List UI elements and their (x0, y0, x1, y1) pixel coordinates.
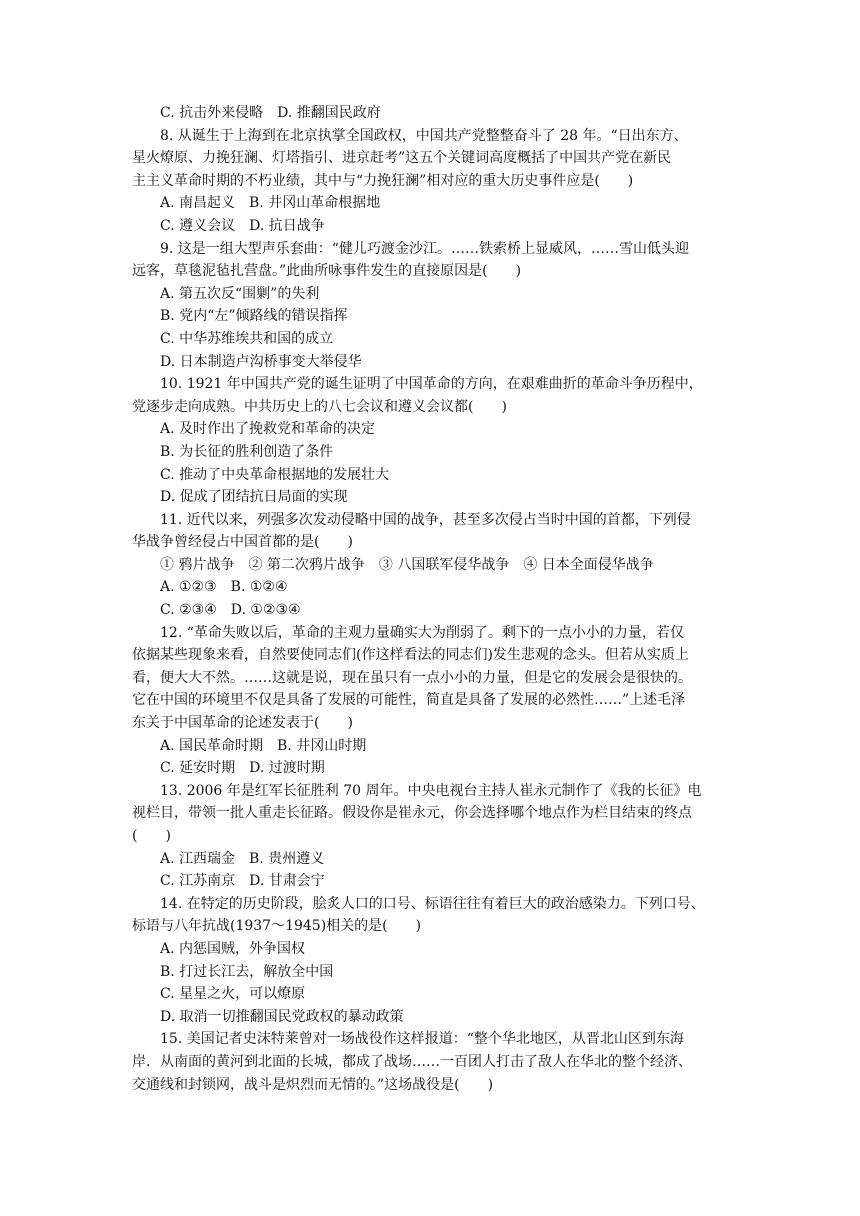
text-line: B. 党内“左”倾路线的错误指挥 (160, 308, 348, 325)
text-line: 12. “革命失败以后，革命的主观力量确实大为削弱了。剩下的一点小小的力量，若仅 (160, 624, 684, 641)
text-line: 11. 近代以来，列强多次发动侵略中国的战争，甚至多次侵占当时中国的首都，下列侵 (160, 511, 691, 528)
text-line: A. ①②③ B. ①②④ (160, 579, 288, 596)
text-line: 视栏目，带领一批人重走长征路。假设你是崔永元，你会选择哪个地点作为栏目结束的终点 (132, 805, 692, 822)
text-line: 9. 这是一组大型声乐套曲：“健儿巧渡金沙江。……铁索桥上显威风，……雪山低头迎 (160, 240, 689, 257)
text-line: A. 第五次反“围剿”的失利 (160, 285, 320, 302)
text-line: 东关于中国革命的论述发表于( ) (132, 715, 353, 732)
text-line: 主主义革命时期的不朽业绩，其中与“力挽狂澜”相对应的重大历史事件应是( ) (132, 172, 634, 189)
text-line: B. 打过长江去，解放全中国 (160, 963, 334, 980)
text-line: 星火燎原、力挽狂澜、灯塔指引、进京赶考”这五个关键词高度概括了中国共产党在新民 (132, 150, 672, 167)
text-line: C. 延安时期 D. 过渡时期 (160, 760, 325, 777)
text-line: ① 鸦片战争 ② 第二次鸦片战争 ③ 八国联军侵华战争 ④ 日本全面侵华战争 (160, 556, 654, 573)
text-line: A. 南昌起义 B. 井冈山革命根据地 (160, 195, 381, 212)
text-line: 党逐步走向成熟。中共历史上的八七会议和遵义会议都( ) (132, 398, 507, 415)
text-line: A. 内惩国贼，外争国权 (160, 940, 306, 957)
text-line: 华战争曾经侵占中国首都的是( ) (132, 534, 353, 551)
text-line: 10. 1921 年中国共产党的诞生证明了中国革命的方向，在艰难曲折的革命斗争历程中， (160, 376, 703, 393)
text-line: D. 取消一切推翻国民党政权的暴动政策 (160, 1008, 404, 1025)
text-line: 13. 2006 年是红军长征胜利 70 周年。中央电视台主持人崔永元制作了《我的长征》电 (160, 782, 702, 799)
text-line: D. 日本制造卢沟桥事变大举侵华 (160, 353, 362, 370)
text-line: 看，便大大不然。……这就是说，现在虽只有一点小小的力量，但是它的发展会是很快的。 (132, 669, 692, 686)
text-line: C. 中华苏维埃共和国的成立 (160, 330, 334, 347)
text-line: A. 及时作出了挽救党和革命的决定 (160, 421, 376, 438)
text-line: D. 促成了团结抗日局面的实现 (160, 489, 348, 506)
text-line: A. 江西瑞金 B. 贵州遵义 (160, 850, 325, 867)
text-line: 8. 从诞生于上海到在北京执掌全国政权，中国共产党整整奋斗了 28 年。“日出东方、 (160, 127, 688, 144)
exam-page (132, 102, 732, 1096)
text-line: C. 江苏南京 D. 甘肃会宁 (160, 873, 325, 890)
text-line: 岸．从南面的黄河到北面的长城，都成了战场……一百团人打击了敌人在华北的整个经济、 (132, 1053, 692, 1070)
text-line: C. 抗击外来侵略 D. 推翻国民政府 (160, 105, 381, 121)
text-line: 交通线和封锁网，战斗是炽烈而无情的。”这场战役是( ) (132, 1076, 494, 1093)
text-line: ( ) (132, 828, 171, 844)
text-line: 标语与八年抗战(1937～1945)相关的是( ) (132, 918, 422, 935)
text-line: C. ②③④ D. ①②③④ (160, 602, 301, 619)
text-line: 14. 在特定的历史阶段，脍炙人口的口号、标语往往有着巨大的政治感染力。下列口号、 (160, 895, 705, 912)
text-line: A. 国民革命时期 B. 井冈山时期 (160, 737, 367, 754)
text-line: 依据某些现象来看，自然要使同志们(作这样看法的同志们)发生悲观的念头。但若从实质上 (132, 647, 689, 664)
text-line: C. 遵义会议 D. 抗日战争 (160, 217, 325, 234)
text-line: B. 为长征的胜利创造了条件 (160, 443, 334, 460)
text-line: 远客，草毯泥毡扎营盘。”此曲所咏事件发生的直接原因是( ) (132, 263, 522, 280)
text-line: C. 星星之火，可以燎原 (160, 986, 306, 1003)
text-line: 15. 美国记者史沫特莱曾对一场战役作这样报道：“整个华北地区，从晋北山区到东海 (160, 1031, 684, 1048)
text-line: C. 推动了中央革命根据地的发展壮大 (160, 466, 390, 483)
text-line: 它在中国的环境里不仅是具备了发展的可能性，简直是具备了发展的必然性……”上述毛泽 (132, 692, 686, 709)
